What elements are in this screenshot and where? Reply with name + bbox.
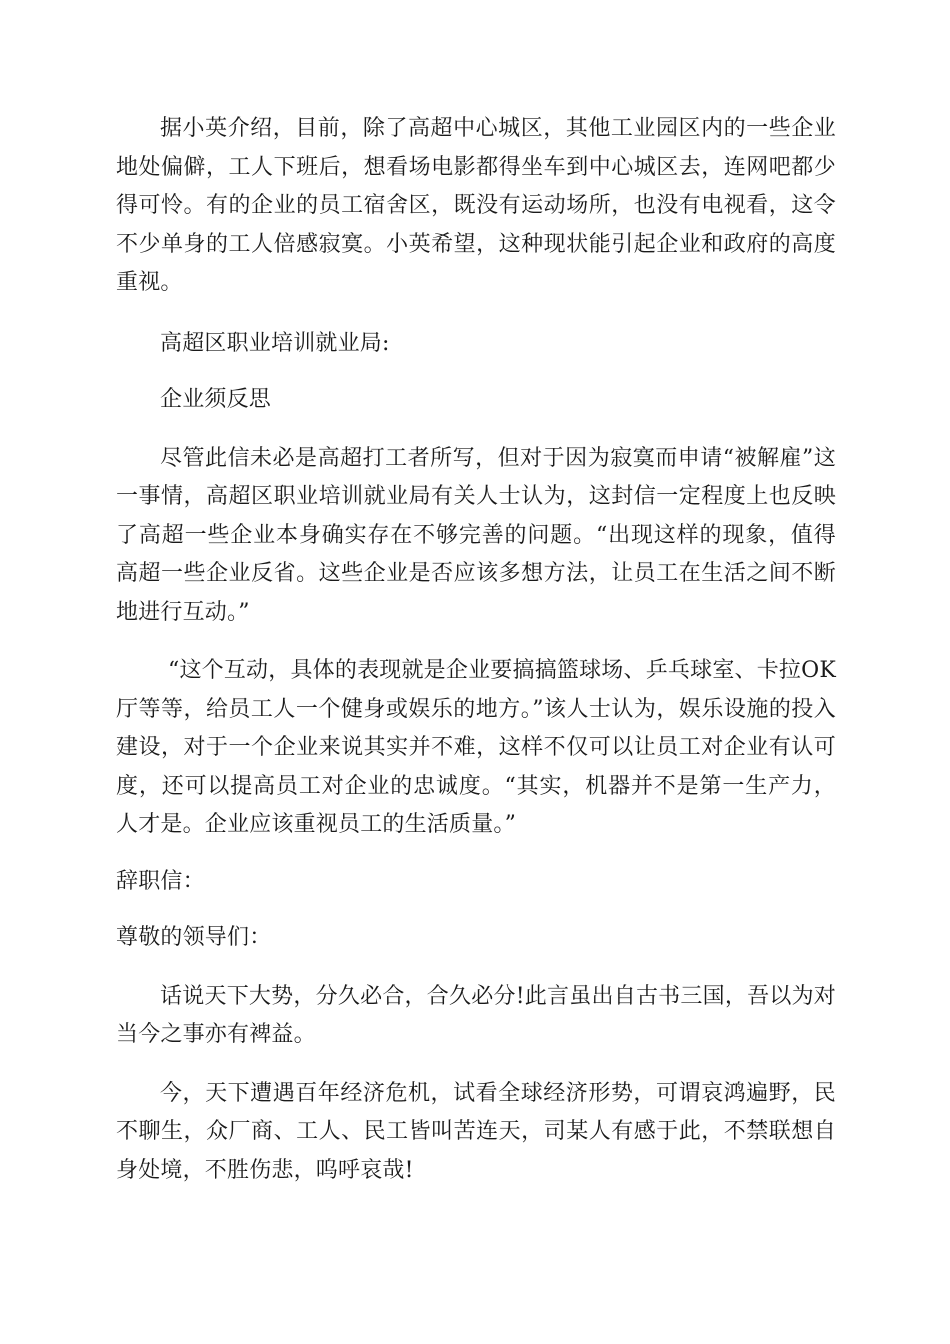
document-body: [116, 110, 836, 1206]
section-heading-reflection: 企业须反思: [160, 387, 272, 412]
paragraph-xiaoying-intro: 据小英介绍，目前，除了高超中心城区，其他工业园区内的一些企业地处偏僻，工人下班后，想看场电影都得坐车到中心城区去，连网吧都少得可怜。有的企业的员工宿舍区，既没有运动场所，也没有电视看，这令不少单身的工人倍感寂寞。小英希望，这种现状能引起企业和政府的高度重视。: [116, 116, 836, 295]
paragraph-letter-opening: 话说天下大势，分久必合，合久必分!此言虽出自古书三国，吾以为对当今之事亦有裨益。: [116, 983, 836, 1047]
letter-salutation: 尊敬的领导们：: [116, 925, 272, 950]
section-label-bureau: 高超区职业培训就业局:: [160, 330, 390, 356]
paragraph-interaction-quote: “这个互动，具体的表现就是企业要搞搞篮球场、乒乓球室、卡拉OK厅等等，给员工人一个健身或娱乐的地方。”该人士认为，娱乐设施的投入建设，对于一个企业来说其实并不难，这样不仅可以让员工对企业有认可度，还可以提高员工对企业的忠诚度。“其实，机器并不是第一生产力，人才是。企业应该重视员工的生活质量。”: [116, 658, 836, 837]
paragraph-letter-crisis: 今，天下遭遇百年经济危机，试看全球经济形势，可谓哀鸿遍野，民不聊生，众厂商、工人、民工皆叫苦连天，司某人有感于此，不禁联想自身处境，不胜伤悲，呜呼哀哉!: [116, 1080, 836, 1183]
paragraph-bureau-comment: 尽管此信未必是高超打工者所写，但对于因为寂寞而申请“被解雇”这一事情，高超区职业培训就业局有关人士认为，这封信一定程度上也反映了高超一些企业本身确实存在不够完善的问题。“出现这样的现象，值得高超一些企业反省。这些企业是否应该多想方法，让员工在生活之间不断地进行互动。”: [116, 445, 836, 625]
resignation-letter-title: 辞职信：: [116, 868, 205, 894]
